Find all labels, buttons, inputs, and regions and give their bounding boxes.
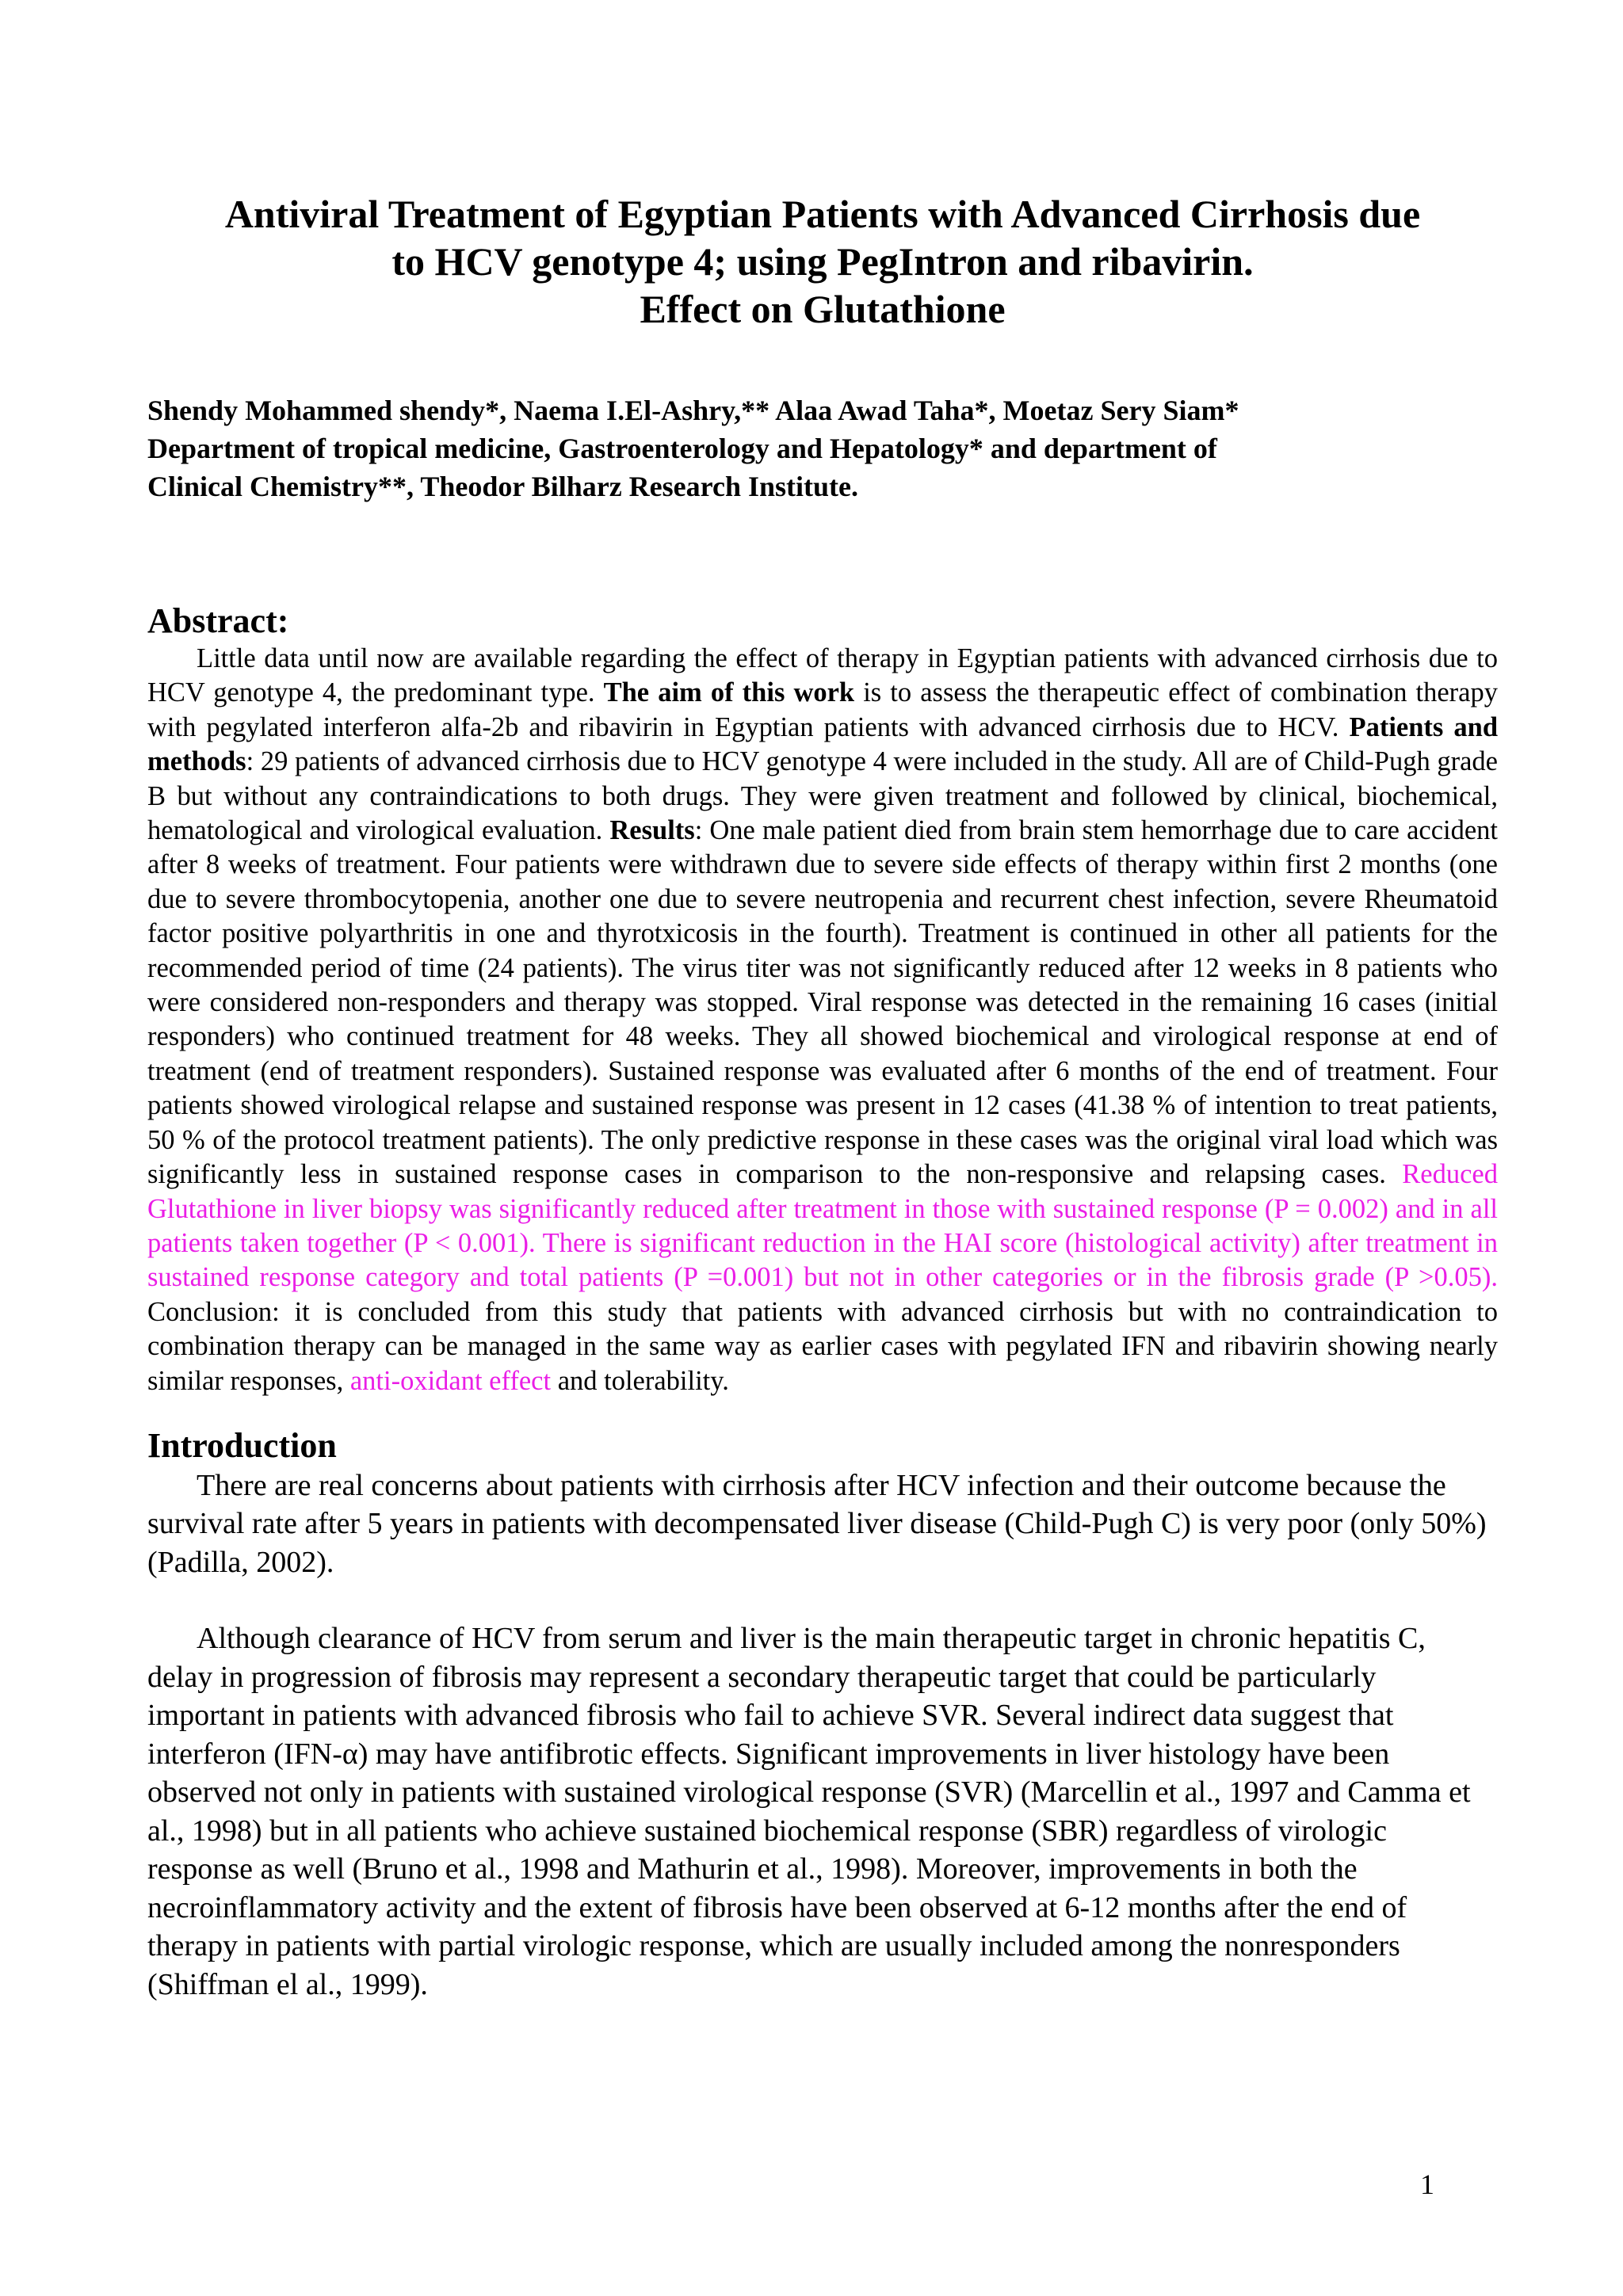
title-line-1: Antiviral Treatment of Egyptian Patients with Advanced Cirrhosis due — [224, 192, 1421, 236]
abstract-text-2: is to assess the therapeutic effect of combination therapy with pegylated interferon alfa-2b and ribavirin in Egyptian patients with advanced cirrhosis due to HCV. — [147, 677, 1498, 742]
glutathione-highlight: Reduced Glutathione in liver biopsy was significantly reduced after treatment in those with sustained response (P = 0.002) and in all patients taken together (P < 0.001). There is significant reduction in the HAI score (histological activity) after treatment in sustained response category and total patients (P =0.001) but not in other categories or in the fibrosis grade (P >0.05). — [147, 1159, 1498, 1293]
abstract-text-6: and tolerability. — [551, 1365, 729, 1396]
introduction-paragraph-2: Although clearance of HCV from serum and liver is the main therapeutic target in chronic hepatitis C, delay in progression of fibrosis may represent a secondary therapeutic target that could be particularly important in patients with advanced fibrosis who fail to achieve SVR. Several indirect data suggest that interferon (IFN-α) may have antifibrotic effects. Significant improvements in liver histology have been observed not only in patients with sustained virological response (SVR) (Marcellin et al., 1997 and Camma et al., 1998) but in all patients who achieve sustained biochemical response (SBR) regardless of virologic response as well (Bruno et al., 1998 and Mathurin et al., 1998). Moreover, improvements in both the necroinflammatory activity and the extent of fibrosis have been observed at 6-12 months after the end of therapy in patients with partial virologic response, which are usually included among the nonresponders (Shiffman el al., 1999). — [147, 1622, 1471, 2001]
abstract-text-4: : One male patient died from brain stem hemorrhage due to care accident after 8 weeks of treatment. Four patients were withdrawn due to severe side effects of therapy within first 2 months (one due to severe thrombocytopenia, another one due to severe neutropenia and recurrent chest infection, severe Rheumatoid factor positive polyarthritis in one and thyrotxicosis in the fourth). Treatment is continued in other all patients for the recommended period of time (24 patients). The virus titer was not significantly reduced after 12 weeks in 8 patients who were considered non-responders and therapy was stopped. Viral response was detected in the remaining 16 cases (initial responders) who continued treatment for 48 weeks. They all showed biochemical and virological response at end of treatment (end of treatment responders). Sustained response was evaluated after 6 months of the end of treatment. Four patients showed virological relapse and sustained response was present in 12 cases (41.38 % of intention to treat patients, 50 % of the protocol treatment patients). The only predictive response in these cases was the original viral load which was significantly less in sustained response cases in comparison to the non-responsive and relapsing cases. — [147, 815, 1499, 1190]
title-line-3: Effect on Glutathione — [640, 287, 1006, 331]
abstract-heading: Abstract: — [147, 601, 289, 640]
affiliation-line-1: Department of tropical medicine, Gastroenterology and Hepatology* and department of — [147, 433, 1217, 464]
abstract-text-5: Conclusion: it is concluded from this study that patients with advanced cirrhosis but with no contraindication to combination therapy can be managed in the same way as earlier cases with pegylated IFN and ribavirin showing nearly similar responses, — [147, 1296, 1498, 1396]
aim-label: The aim of this work — [603, 677, 855, 708]
author-names: Shendy Mohammed shendy*, Naema I.El-Ashry,** Alaa Awad Taha*, Moetaz Sery Siam* — [147, 395, 1239, 426]
methods-label: Patients and methods — [147, 711, 1499, 777]
abstract-text-1: Little data until now are available regarding the effect of therapy in Egyptian patients with advanced cirrhosis due to HCV genotype 4, the predominant type. — [147, 643, 1498, 708]
antioxidant-highlight: anti-oxidant effect — [349, 1365, 552, 1396]
results-label: Results — [609, 815, 695, 846]
author-block — [147, 391, 1498, 505]
introduction-heading: Introduction — [147, 1425, 337, 1465]
paper-title — [147, 190, 1498, 333]
introduction-paragraph-1: There are real concerns about patients with cirrhosis after HCV infection and their outcome because the survival rate after 5 years in patients with decompensated liver disease (Child-Pugh C) is very poor (only 50%) (Padilla, 2002). — [147, 1468, 1487, 1579]
affiliation-line-2: Clinical Chemistry**, Theodor Bilharz Research Institute. — [147, 471, 858, 502]
abstract-body — [147, 642, 1498, 1398]
page-number: 1 — [1420, 2168, 1434, 2200]
paper-page — [147, 190, 1498, 2004]
abstract-text-3: : 29 patients of advanced cirrhosis due to HCV genotype 4 were included in the study. All are of Child-Pugh grade B but without any contraindications to both drugs. They were given treatment and followed by clinical, biochemical, hematological and virological evaluation. — [147, 746, 1498, 846]
title-line-2: to HCV genotype 4; using PegIntron and ribavirin. — [391, 239, 1254, 284]
